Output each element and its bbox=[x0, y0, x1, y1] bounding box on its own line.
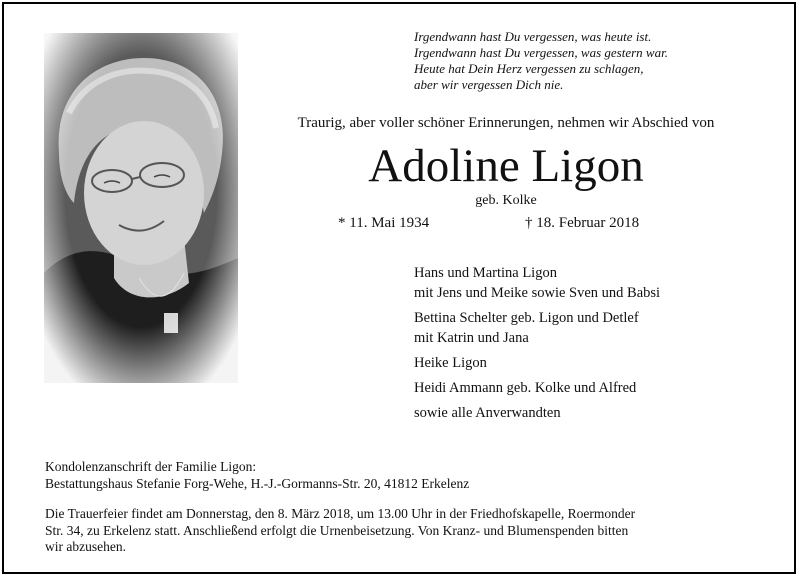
poem-line: Heute hat Dein Herz vergessen zu schlagen, bbox=[414, 61, 644, 76]
mourner-line: sowie alle Anverwandten bbox=[414, 405, 561, 421]
ceremony-line: Str. 34, zu Erkelenz statt. Anschließend erfolgt die Urnenbeisetzung. Von Kranz- und Blumenspenden bitten bbox=[45, 522, 629, 538]
birth-date: * 11. Mai 1934 bbox=[338, 215, 430, 231]
maiden-name: geb. Kolke bbox=[475, 193, 537, 208]
mourner-group bbox=[414, 263, 784, 303]
death-date: † 18. Februar 2018 bbox=[525, 215, 640, 231]
condolence-address bbox=[45, 458, 765, 492]
mourner-line: Hans und Martina Ligon bbox=[414, 265, 557, 281]
ceremony-line: Die Trauerfeier findet am Donnerstag, den 8. März 2018, um 13.00 Uhr in der Friedhofskapelle, Roermonder bbox=[45, 506, 636, 521]
poem-line: Irgendwann hast Du vergessen, was heute ist. bbox=[414, 29, 652, 44]
mourner-line: Heidi Ammann geb. Kolke und Alfred bbox=[414, 380, 637, 396]
farewell-intro: Traurig, aber voller schöner Erinnerungen, nehmen wir Abschied von bbox=[297, 115, 715, 131]
mourners-list bbox=[414, 263, 784, 428]
mourner-line: mit Katrin und Jana bbox=[414, 330, 529, 346]
condolence-label: Kondolenzanschrift der Familie Ligon: bbox=[45, 459, 257, 474]
mourner-line: Bettina Schelter geb. Ligon und Detlef bbox=[414, 310, 639, 326]
mourner-line: mit Jens und Meike sowie Sven und Babsi bbox=[414, 285, 661, 301]
poem-line: Irgendwann hast Du vergessen, was gestern war. bbox=[414, 45, 668, 60]
mourner-group bbox=[414, 353, 784, 373]
poem-line: aber wir vergessen Dich nie. bbox=[414, 77, 564, 92]
ceremony-notice bbox=[45, 506, 775, 556]
deceased-name: Adoline Ligon bbox=[368, 140, 644, 192]
condolence-address-line: Bestattungshaus Stefanie Forg-Wehe, H.-J.-Gormanns-Str. 20, 41812 Erkelenz bbox=[45, 476, 470, 491]
mourner-group bbox=[414, 403, 784, 423]
ceremony-line: wir abzusehen. bbox=[45, 539, 126, 554]
portrait-photo bbox=[44, 33, 238, 383]
mourner-line: Heike Ligon bbox=[414, 355, 487, 371]
mourner-group bbox=[414, 308, 784, 348]
mourner-group bbox=[414, 378, 784, 398]
poem bbox=[414, 29, 774, 93]
